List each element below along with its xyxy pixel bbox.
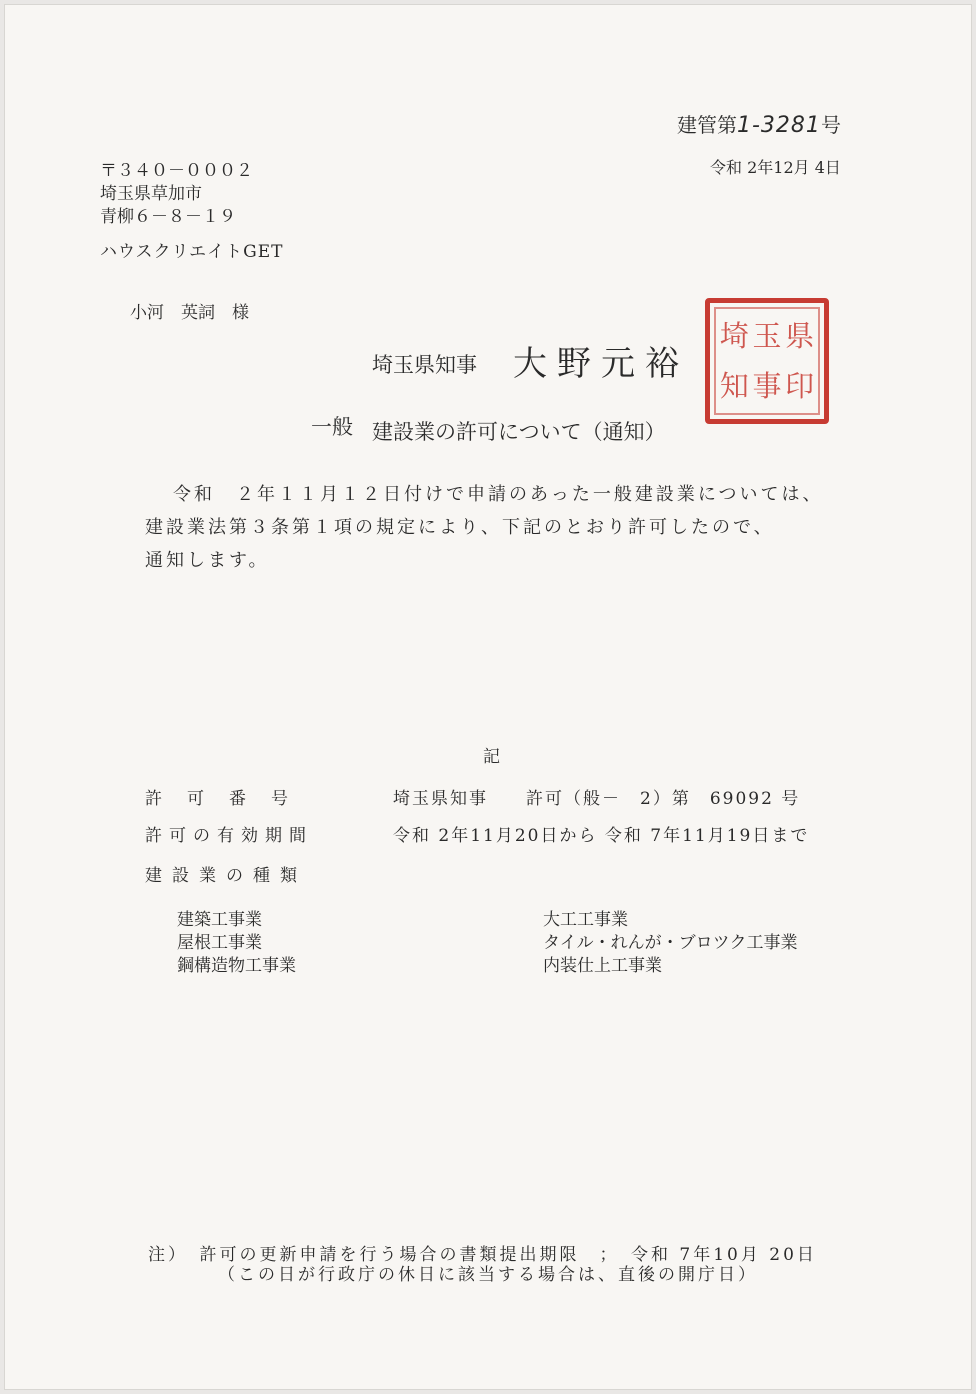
postal-code: 〒３４０－０００２ xyxy=(100,161,253,181)
validity-label: 許可の有効期間 xyxy=(145,826,313,846)
seal-characters: 県 玉 埼 印 事 知 xyxy=(719,319,815,403)
body-text xyxy=(145,478,865,577)
body-line-2: 建設業法第３条第１項の規定により、下記のとおり許可したので、 xyxy=(145,517,775,538)
issue-date: 令和 2年12月 4日 xyxy=(710,158,841,177)
ki-heading: 記 xyxy=(483,747,500,767)
official-seal xyxy=(705,298,829,424)
address-line-1: 埼玉県草加市 xyxy=(100,184,202,204)
body-line-1: 令和 ２年１１月１２日付けで申請のあった一般建設業については、 xyxy=(173,484,824,505)
permit-number-label: 許可番号 xyxy=(145,789,313,809)
recipient-name: 小河 英詞 様 xyxy=(130,303,249,323)
subject-title: 建設業の許可について（通知） xyxy=(372,420,666,444)
renewal-note-sub: （この日が行政庁の休日に該当する場合は、直後の開庁日） xyxy=(218,1265,758,1285)
reference-number: 建管第1-3281号 xyxy=(677,113,841,138)
trade-left-2: 屋根工事業 xyxy=(177,933,262,953)
trade-left-3: 鋼構造物工事業 xyxy=(177,956,296,976)
trade-right-2: タイル・れんが・ブロツク工事業 xyxy=(543,933,798,953)
issuer-name: 大野元裕 xyxy=(513,344,689,384)
trade-left-1: 建築工事業 xyxy=(177,910,262,930)
document-page xyxy=(5,5,971,1389)
type-label: 建設業の種類 xyxy=(145,866,307,886)
body-line-3: 通知します。 xyxy=(145,550,270,571)
issuer-title: 埼玉県知事 xyxy=(372,353,477,377)
address-block xyxy=(100,160,400,229)
address-line-2: 青柳６－８－１９ xyxy=(100,207,236,227)
renewal-note: 注） 許可の更新申請を行う場合の書類提出期限 ； 令和 7年10月 20日 xyxy=(148,1245,817,1265)
permit-number-value: 埼玉県知事 許可（般－ 2）第 69092 号 xyxy=(393,789,801,809)
trade-right-1: 大工工事業 xyxy=(543,910,628,930)
validity-value: 令和 2年11月20日から 令和 7年11月19日まで xyxy=(393,826,810,846)
handwritten-number: 1-3281 xyxy=(737,113,821,138)
subject-prefix: 一般 xyxy=(311,415,353,439)
trade-right-3: 内装仕上工事業 xyxy=(543,956,662,976)
company-name: ハウスクリエイトGET xyxy=(100,242,284,262)
